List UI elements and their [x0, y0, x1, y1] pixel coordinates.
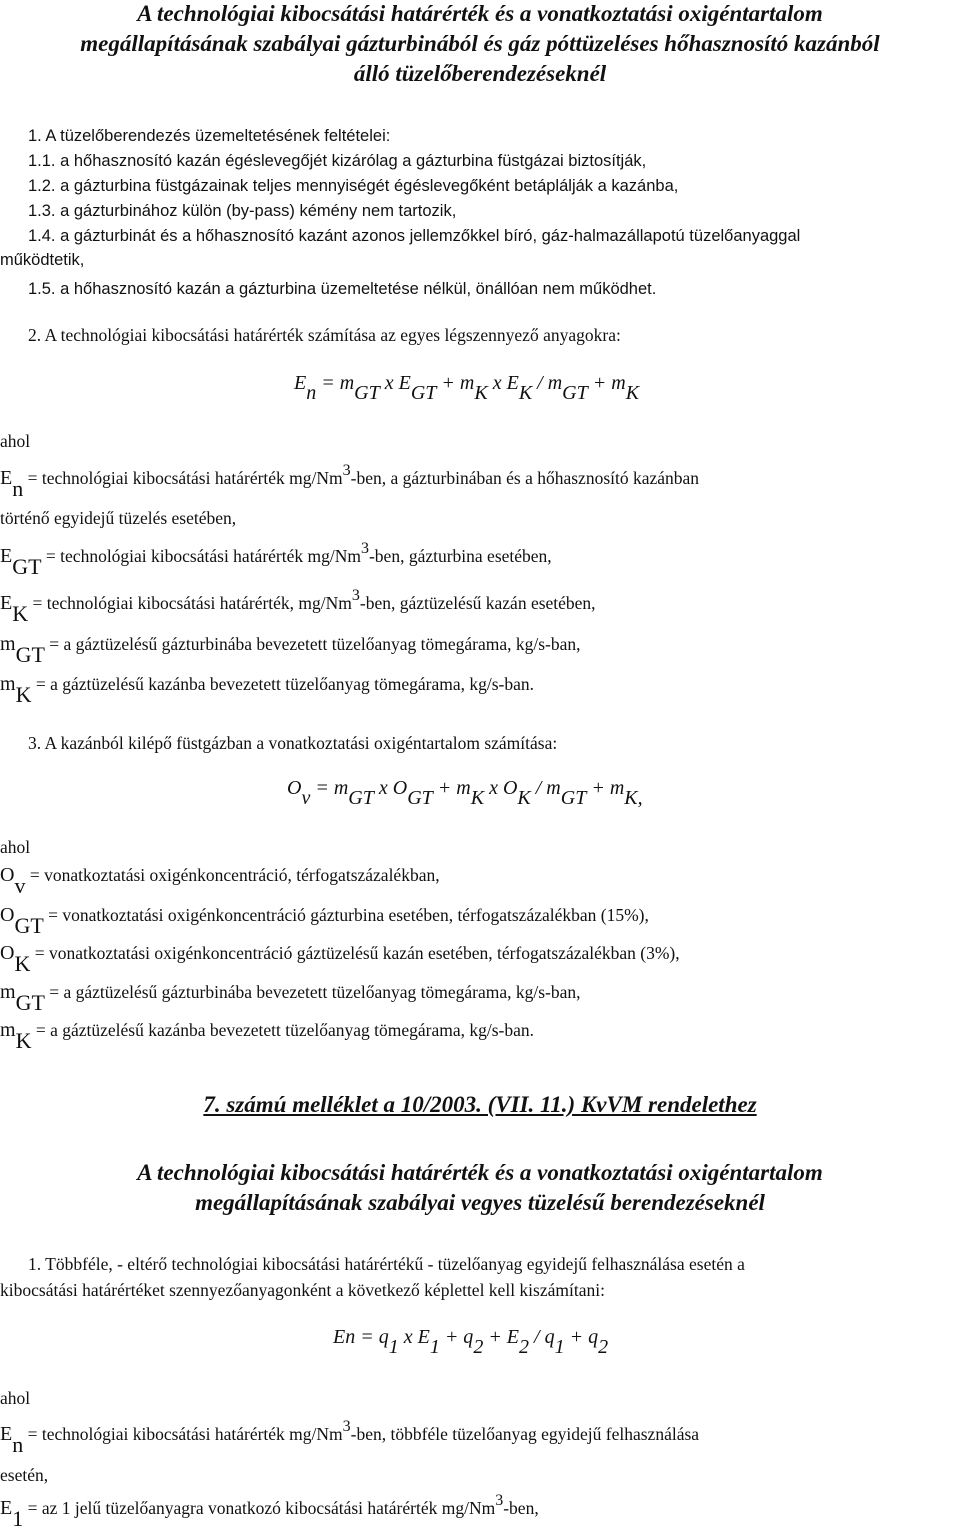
formula-sub: n — [306, 382, 317, 404]
section2-def-en — [0, 462, 700, 501]
def-sub: GT — [14, 913, 44, 938]
def-sup: 3 — [342, 1418, 351, 1435]
def-symbol: m — [0, 981, 16, 1003]
def-sub: K — [15, 1028, 32, 1053]
section3-def-mgt — [0, 981, 581, 1015]
def-text: = a gáztüzelésű kazánba bevezetett tüzelőanyag tömegárama, kg/s-ban. — [35, 674, 534, 694]
formula-sub: K — [474, 382, 488, 404]
formula-sub: GT — [348, 787, 374, 809]
section2-def-mgt — [0, 633, 581, 667]
def-sub: n — [12, 476, 24, 501]
def-text: = a gáztüzelésű gázturbinába bevezetett tüzelőanyag tömegárama, kg/s-ban, — [49, 982, 581, 1002]
annex-ahol: ahol — [0, 1388, 31, 1408]
def-text: -ben, — [503, 1498, 539, 1518]
section3-def-ogt — [0, 904, 649, 938]
def-sup: 3 — [360, 540, 369, 557]
formula-term: + m — [592, 372, 626, 394]
def-text: = a gáztüzelésű gázturbinába bevezetett tüzelőanyag tömegárama, kg/s-ban, — [49, 634, 581, 654]
def-symbol: E — [0, 467, 13, 489]
section2-def-mk — [0, 673, 534, 707]
def-symbol: O — [0, 942, 15, 964]
formula-term: x E — [403, 1326, 430, 1348]
def-text: -ben, gáztüzelésű kazán esetében, — [359, 593, 596, 613]
formula-term: + m — [441, 372, 475, 394]
formula-sub: GT — [354, 382, 380, 404]
formula-sub: v — [301, 787, 311, 809]
formula-en-mixed — [333, 1326, 609, 1358]
formula-term: x O — [489, 777, 518, 799]
annex-def-en-cont: esetén, — [0, 1465, 49, 1485]
section1-heading: 1. A tüzelőberendezés üzemeltetésének feltételei: — [28, 127, 391, 145]
def-text: -ben, a gázturbinában és a hőhasznosító kazánban — [350, 468, 700, 488]
formula-term: / m — [537, 372, 563, 394]
formula-term: x E — [492, 372, 519, 394]
section2-def-en-cont: történő egyidejű tüzelés esetében, — [0, 508, 237, 528]
section2-def-egt — [0, 540, 552, 579]
def-sub: v — [14, 873, 26, 898]
section2-heading: 2. A technológiai kibocsátási határérték számítása az egyes légszennyező anyagokra: — [28, 325, 621, 345]
section3-def-mk — [0, 1019, 534, 1053]
def-symbol: E — [0, 592, 13, 614]
annex-paragraph-line-2: kibocsátási határértéket szennyezőanyagonként a következő képlettel kell kiszámítani: — [0, 1280, 605, 1300]
def-sub: K — [15, 682, 32, 707]
annex-def-e1 — [0, 1492, 539, 1531]
formula-sub: 2 — [598, 1336, 609, 1358]
formula-term: x O — [378, 777, 408, 799]
def-text: = vonatkoztatási oxigénkoncentráció gázturbina esetében, térfogatszázalékban (15%), — [48, 905, 649, 925]
annex-def-en — [0, 1418, 700, 1457]
formula-term: + q — [569, 1326, 599, 1348]
formula-term: = m — [321, 372, 355, 394]
def-sub: K — [12, 601, 29, 626]
def-symbol: m — [0, 633, 16, 655]
formula-symbol: E — [294, 372, 307, 394]
formula-term: En = q — [333, 1326, 389, 1348]
section2-ahol: ahol — [0, 431, 31, 451]
def-sub: GT — [15, 642, 45, 667]
def-sup: 3 — [342, 462, 351, 479]
section2-def-ek — [0, 587, 596, 626]
def-symbol: E — [0, 1497, 13, 1519]
formula-sub: K — [518, 382, 533, 404]
def-symbol: O — [0, 904, 15, 926]
annex-title-line-1: A technológiai kibocsátási határérték és a vonatkoztatási oxigéntartalom — [137, 1160, 823, 1185]
section1-item-1-2: 1.2. a gázturbina füstgázainak teljes mennyiségét égéslevegőként betáplálják a kazánba, — [28, 177, 679, 195]
def-text: = technológiai kibocsátási határérték mg/Nm — [45, 546, 361, 566]
formula-term: = m — [315, 777, 349, 799]
def-text: = vonatkoztatási oxigénkoncentráció gáztüzelésű kazán esetében, térfogatszázalékban (3%), — [34, 943, 680, 963]
def-symbol: m — [0, 1019, 16, 1041]
def-text: = a gáztüzelésű kazánba bevezetett tüzelőanyag tömegárama, kg/s-ban. — [35, 1020, 534, 1040]
formula-term: + q — [444, 1326, 474, 1348]
doc-title-line-1: A technológiai kibocsátási határérték és a vonatkoztatási oxigéntartalom — [137, 1, 823, 26]
def-sup: 3 — [351, 587, 360, 604]
formula-sub: 2 — [473, 1336, 484, 1358]
def-sub: 1 — [12, 1506, 24, 1531]
formula-term: + E — [488, 1326, 520, 1348]
formula-sub: GT — [560, 787, 587, 809]
def-symbol: E — [0, 545, 13, 567]
def-sub: n — [12, 1432, 24, 1457]
section1-item-1-4: 1.4. a gázturbinát és a hőhasznosító kazánt azonos jellemzőkkel bíró, gáz-halmazállapotú tüzelőanyaggal — [28, 227, 801, 245]
def-text: -ben, gázturbina esetében, — [368, 546, 552, 566]
def-sub: GT — [15, 990, 45, 1015]
def-text: = vonatkoztatási oxigénkoncentráció, térfogatszázalékban, — [29, 865, 440, 885]
formula-sub: K — [470, 787, 485, 809]
def-sub: GT — [12, 554, 42, 579]
formula-ov — [287, 777, 643, 809]
def-text: = technológiai kibocsátási határérték mg/Nm — [27, 468, 343, 488]
formula-term: x E — [384, 372, 411, 394]
formula-term: / m — [535, 777, 561, 799]
formula-sub: GT — [410, 382, 437, 404]
formula-sub: K — [517, 787, 531, 809]
formula-sub: 2 — [519, 1336, 530, 1358]
def-symbol: E — [0, 1423, 13, 1445]
section1-item-1-4-cont: működtetik, — [0, 251, 85, 269]
formula-sub: 1 — [388, 1336, 399, 1358]
section1-item-1-1: 1.1. a hőhasznosító kazán égéslevegőjét kizárólag a gázturbina füstgázai biztosítják, — [28, 152, 647, 170]
annex-title-line-2: megállapításának szabályai vegyes tüzelésű berendezéseknél — [195, 1190, 765, 1215]
def-sup: 3 — [495, 1492, 504, 1509]
def-symbol: m — [0, 673, 16, 695]
formula-sub: K, — [624, 787, 643, 809]
formula-term: / q — [534, 1326, 555, 1348]
def-text: = technológiai kibocsátási határérték mg/Nm — [27, 1424, 343, 1444]
formula-sub: 1 — [554, 1336, 565, 1358]
section1-item-1-3: 1.3. a gázturbinához külön (by-pass) kémény nem tartozik, — [28, 202, 457, 220]
formula-en — [294, 372, 640, 404]
section3-ahol: ahol — [0, 837, 31, 857]
formula-sub: GT — [407, 787, 433, 809]
section3-heading: 3. A kazánból kilépő füstgázban a vonatkoztatási oxigéntartalom számítása: — [28, 733, 558, 753]
section3-def-ov — [0, 864, 440, 898]
formula-sub: 1 — [429, 1336, 440, 1358]
formula-symbol: O — [287, 777, 302, 799]
formula-sub: GT — [562, 382, 588, 404]
annex-paragraph-line-1: 1. Többféle, - eltérő technológiai kibocsátási határértékű - tüzelőanyag egyidejű felhasználása esetén a — [28, 1254, 745, 1274]
formula-term: + m — [591, 777, 625, 799]
annex-heading: 7. számú melléklet a 10/2003. (VII. 11.) KvVM rendelethez — [203, 1092, 757, 1117]
def-text: -ben, többféle tüzelőanyag egyidejű felhasználása — [350, 1424, 700, 1444]
doc-title-line-3: álló tüzelőberendezéseknél — [353, 61, 607, 86]
def-text: = technológiai kibocsátási határérték, mg/Nm — [32, 593, 352, 613]
formula-sub: K — [625, 382, 640, 404]
section1-item-1-5: 1.5. a hőhasznosító kazán a gázturbina üzemeltetése nélkül, önállóan nem működhet. — [28, 280, 657, 298]
doc-title-line-2: megállapításának szabályai gázturbinából és gáz póttüzeléses hőhasznosító kazánból — [80, 31, 880, 56]
formula-term: + m — [437, 777, 471, 799]
def-symbol: O — [0, 864, 15, 886]
section3-def-ok — [0, 942, 680, 976]
def-sub: K — [14, 951, 31, 976]
def-text: = az 1 jelű tüzelőanyagra vonatkozó kibocsátási határérték mg/Nm — [27, 1498, 496, 1518]
